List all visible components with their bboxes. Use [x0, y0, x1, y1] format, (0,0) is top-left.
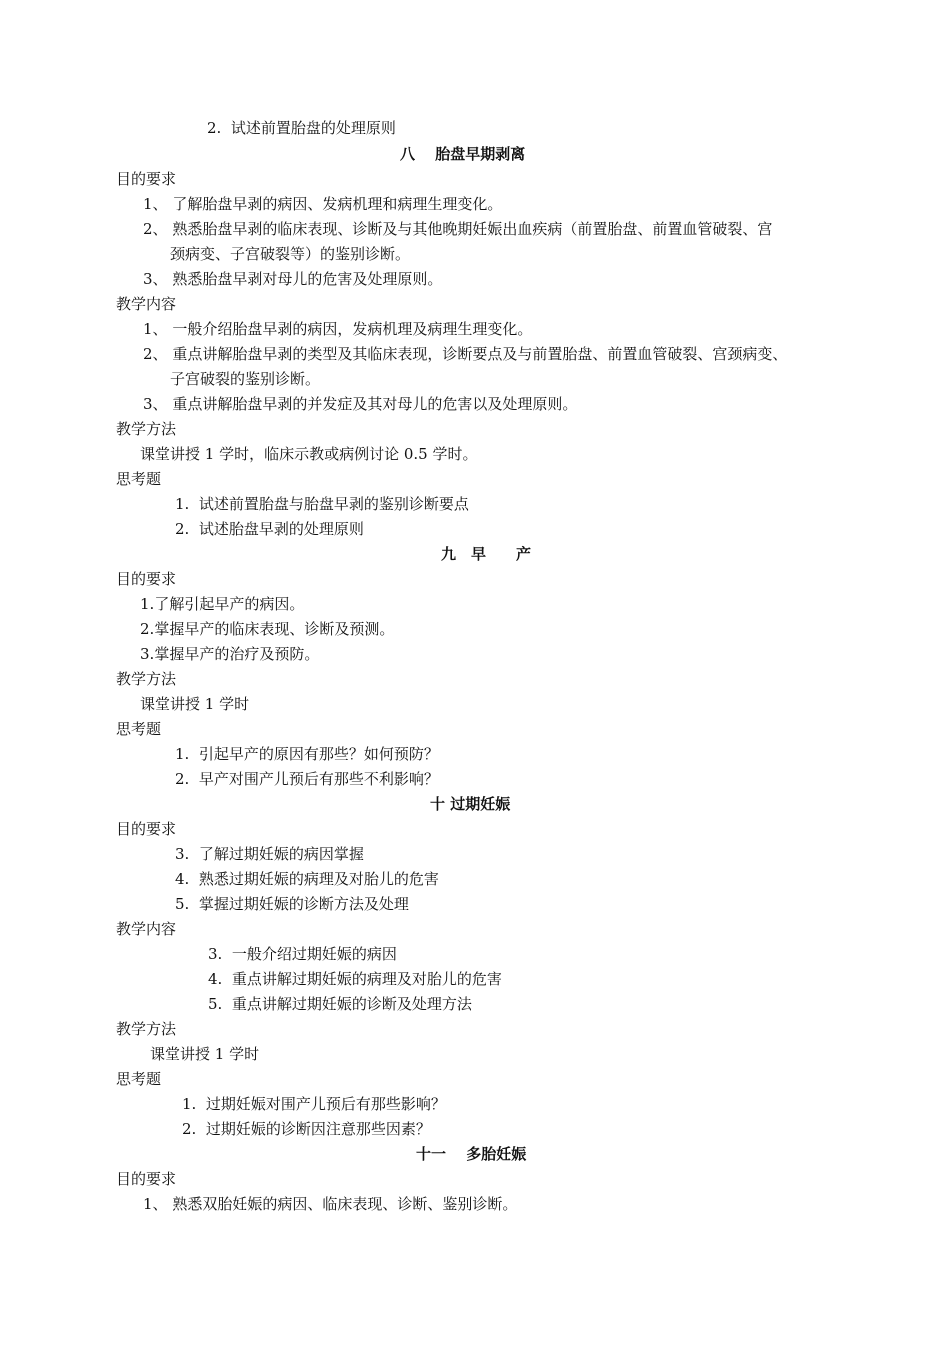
section-heading: 目的要求: [116, 170, 177, 188]
list-item: 3、 熟悉胎盘早剥对母儿的危害及处理原则。: [143, 270, 443, 288]
section-heading: 教学方法: [116, 1020, 177, 1038]
list-item: 2. 试述前置胎盘的处理原则: [207, 119, 396, 137]
list-item: 2、 重点讲解胎盘早剥的类型及其临床表现，诊断要点及与前置胎盘、前置血管破裂、宫颈病变、: [143, 345, 788, 363]
list-item: 2. 过期妊娠的诊断因注意那些因素？: [182, 1120, 431, 1138]
section-title: 十 过期妊娠: [430, 795, 511, 813]
section-heading: 目的要求: [116, 1170, 177, 1188]
list-item: 1、 了解胎盘早剥的病因、发病机理和病理生理变化。: [143, 195, 503, 213]
list-item-continuation: 颈病变、子宫破裂等）的鉴别诊断。: [170, 245, 411, 263]
section-heading: 目的要求: [116, 570, 177, 588]
list-item: 4. 重点讲解过期妊娠的病理及对胎儿的危害: [208, 970, 502, 988]
section-heading: 教学内容: [116, 295, 177, 313]
list-item-continuation: 子宫破裂的鉴别诊断。: [170, 370, 321, 388]
list-item: 2. 早产对围产儿预后有那些不利影响？: [175, 770, 439, 788]
method-text: 课堂讲授 1 学时: [140, 695, 250, 713]
list-item: 3. 了解过期妊娠的病因掌握: [175, 845, 364, 863]
list-item: 4. 熟悉过期妊娠的病理及对胎儿的危害: [175, 870, 439, 888]
section-heading: 思考题: [116, 720, 162, 738]
section-heading: 目的要求: [116, 820, 177, 838]
method-text: 课堂讲授 1 学时，临床示教或病例讨论 0.5 学时。: [140, 445, 478, 463]
section-title: 八 胎盘早期剥离: [400, 145, 526, 163]
section-heading: 教学方法: [116, 420, 177, 438]
list-item: 5. 掌握过期妊娠的诊断方法及处理: [175, 895, 409, 913]
list-item: 1. 试述前置胎盘与胎盘早剥的鉴别诊断要点: [175, 495, 469, 513]
section-heading: 思考题: [116, 1070, 162, 1088]
list-item: 2. 试述胎盘早剥的处理原则: [175, 520, 364, 538]
list-item: 3.掌握早产的治疗及预防。: [140, 645, 320, 663]
section-heading: 思考题: [116, 470, 162, 488]
list-item: 1. 过期妊娠对围产儿预后有那些影响？: [182, 1095, 446, 1113]
list-item: 2.掌握早产的临床表现、诊断及预测。: [140, 620, 395, 638]
list-item: 3. 一般介绍过期妊娠的病因: [208, 945, 397, 963]
list-item: 1. 引起早产的原因有那些？如何预防？: [175, 745, 439, 763]
method-text: 课堂讲授 1 学时: [150, 1045, 260, 1063]
list-item: 1、 熟悉双胎妊娠的病因、临床表现、诊断、鉴别诊断。: [143, 1195, 518, 1213]
list-item: 1.了解引起早产的病因。: [140, 595, 305, 613]
list-item: 5. 重点讲解过期妊娠的诊断及处理方法: [208, 995, 472, 1013]
list-item: 3、 重点讲解胎盘早剥的并发症及其对母儿的危害以及处理原则。: [143, 395, 578, 413]
section-heading: 教学内容: [116, 920, 177, 938]
section-heading: 教学方法: [116, 670, 177, 688]
list-item: 2、 熟悉胎盘早剥的临床表现、诊断及与其他晚期妊娠出血疾病（前置胎盘、前置血管破裂、宫: [143, 220, 773, 238]
section-title: 九 早 产: [441, 545, 532, 563]
list-item: 1、 一般介绍胎盘早剥的病因，发病机理及病理生理变化。: [143, 320, 533, 338]
section-title: 十一 多胎妊娠: [416, 1145, 527, 1163]
